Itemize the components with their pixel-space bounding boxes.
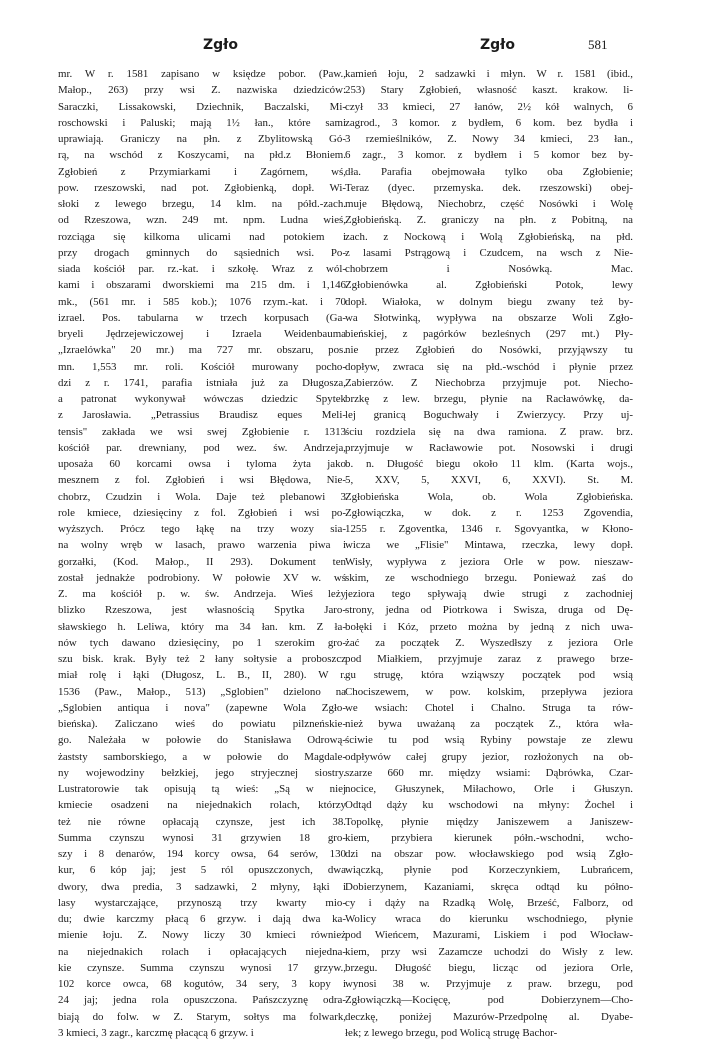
right-column-line: cy i dąży na Rzadką Wolę, Brześć, Falborz, od <box>345 896 633 909</box>
left-column-line: du; dwie karczmy płacą 6 grzyw. i dają dwa ka- <box>58 913 346 925</box>
right-column-line: odpływów całej grupy jezior, rozłożonych na ob- <box>345 750 633 763</box>
left-column-line: rozciąga się kilkoma ulicami nad potokiem i <box>58 230 346 243</box>
left-column-line: Małop., 263) przy wsi Z. nazwiska dziedziców: <box>58 84 346 97</box>
left-column-line: 102 korce owca, 68 kogutów, 34 sery, 3 kopy i <box>58 978 346 990</box>
left-column-line: role kmiece, dziesięciny z fol. Zgłobień i wsi po- <box>58 506 346 519</box>
left-column-line: miał rolę i łąki (Długosz, L. B., II, 280). W r. <box>58 669 346 682</box>
left-column-line: a patronat wykonywał wówczas dziedzic Spytek <box>58 393 346 405</box>
right-column-line: wiączką, płynie pod Korzeczynkiem, Lubrańcem, <box>345 864 633 877</box>
right-column-line: Teraz (dyec. przemyska. dek. rzeszowski) obej- <box>345 181 633 194</box>
right-column-line: strony, jedna od Piotrkowa i Swisza, druga od Dę- <box>345 604 633 617</box>
left-text-column <box>58 66 346 1039</box>
right-column-line: b. n. Długość biegu około 11 klm. (Karta wojs., <box>345 458 633 470</box>
left-column-line: ny wojewodziny bełzkiej, jego stryjecznej siostry. <box>58 766 346 779</box>
right-column-line: dzi na obszar pow. włocławskiego pod wsią Zgło- <box>345 848 633 860</box>
right-column-line: żać za początek Z. Wyszedłszy z jeziora Orle <box>345 636 633 649</box>
left-column-line: „Sglobien antiqua i nova" (zapewne Wola Zgło- <box>58 701 346 714</box>
left-column-line: tensis" zakłada we wsi swej Zgłobienie r. 1313 <box>58 425 346 438</box>
right-text-column <box>345 66 633 1039</box>
left-column-line: roschowski i Paluski; mają 1½ łan., które sami <box>58 116 346 129</box>
left-column-line: Summa czynszu wynosi 31 grzywien 18 gro- <box>58 831 346 844</box>
page-number: 581 <box>588 37 608 52</box>
left-column-line: mk., (561 mr. i 585 kob.); 1076 rzym.-kat. i 70 <box>58 295 346 308</box>
left-column-line: siada kościół par. rz.-kat. i szkołę. Wraz z wól- <box>58 263 346 275</box>
right-column-line: nie przez Zgłobień do Nosówki, przyjąwszy tu <box>345 344 633 357</box>
right-column-line: skim, ze wschodniego brzegu. Ponieważ zaś do <box>345 571 633 584</box>
right-column-line: 253) Stary Zgłobień, własność kaszt. krakow. li- <box>345 84 633 97</box>
right-column-line: pod Wieńcem, Mazurami, Liskiem i pod Włocław- <box>345 929 633 942</box>
left-column-line: kie czynsze. Summa czynszu wynosi 17 grzyw., <box>58 961 346 974</box>
left-column-line: szy i 8 denarów, 194 korcy owsa, 64 serów, 130 <box>58 848 346 860</box>
left-column-line: Zgłobień z Przymiarkami i Zagórnem, wś, <box>58 165 346 178</box>
right-column-line: chobrzem i Nosówką. Mac. <box>345 263 633 275</box>
left-column-line: uprawiają. Graniczy na płn. z Zbylitowską Gó- <box>58 133 346 145</box>
right-column-line: 1255 r. Zgoventka, 1346 r. Sgovyantka, w Kłono- <box>345 523 633 535</box>
right-column-line: ściwie tu pod wsią Rybiny powstaje ze zlewu <box>345 734 633 747</box>
left-column-line: bryeli Jędrzejewiczowej i Izraela Weidenbauma <box>58 328 346 340</box>
right-column-line: zach. z Nockową i Wolą Zgłobieńską, na płd. <box>345 230 633 243</box>
left-column-line: nów tych dawano dziesięciny, po 1 szerokim gro- <box>58 636 346 649</box>
right-column-line: wynosi 38 w. Przyjmuje z praw. brzegu, pod <box>345 978 633 990</box>
left-column-line: 24 jaj; jedna rola opuszczona. Pańszczyznę odra- <box>58 994 346 1007</box>
right-column-line: 5, XXV, 5, XXVI, 6, XXVI). St. M. <box>345 474 633 487</box>
right-column-line: Dobierzynem, Kazaniami, skręca odtąd ku półno- <box>345 880 633 893</box>
right-column-line: Wolicy wraca do kierunku wschodniego, płynie <box>345 913 633 925</box>
right-column-line: Zgłobienówka al. Zgłobieński Potok, lewy <box>345 279 633 292</box>
left-column-line: blizko Rzeszowa, jest własnością Spytka Jaro- <box>58 604 346 617</box>
right-column-line: we wsiach: Chotel i Chalno. Struga ta rów- <box>345 701 633 714</box>
left-column-line: „Izraelówka" 20 mr.) ma 727 mr. obszaru, pos. <box>58 344 346 357</box>
right-column-line: Zabierzów. Z Niechobrza przyjmuje pot. Niecho- <box>345 376 633 389</box>
right-column-line: 3 rzemieślników, Z. Nowy 34 kmieci, 23 łan., <box>345 133 633 145</box>
left-column-line: został jednakże podrobiony. W połowie XV w. wś <box>58 571 346 584</box>
left-column-line: mr. W r. 1581 zapisano w księdze pobor. (Paw., <box>58 68 346 80</box>
right-column-line: Zgłobieńska Wola, ob. Wola Zgłobieńska. <box>345 490 633 503</box>
right-column-line: kiem, przy wsi Zazamcze uchodzi do Wisły z lew. <box>345 945 633 958</box>
left-column-line: żaststy samborskiego, a w połowie do Magdale- <box>58 750 346 763</box>
right-column-line: nież bywa uważaną za początek Z., która wła- <box>345 718 633 730</box>
right-column-line: nocice, Głuszynek, Miłachowo, Orle i Głuszyn. <box>345 783 633 795</box>
right-column-line: przyjmuje w Racławowie pot. Nosowski i drugi <box>345 441 633 454</box>
right-column-line: ściu rozdziela się na dwa ramiona. Z praw. brz. <box>345 425 633 438</box>
right-column-line: Chociszewem, w pow. kolskim, przepływa jeziora <box>345 685 633 698</box>
left-column-line: sławskiego h. Leliwa, który ma 34 łan. km. Z ła- <box>58 620 346 633</box>
left-column-line: słoki z lewego brzegu, 14 klm. na półd.-zach. <box>58 198 346 210</box>
left-column-line: przy drogach gminnych do sąsiednich wsi. Po- <box>58 246 346 259</box>
running-head-left: Zgło <box>203 37 238 53</box>
right-column-line: Odtąd dąży ku wschodowi na młyny: Żochel i <box>345 799 633 812</box>
left-column-line: lasy wystarczające, przynoszą trzy kwarty mio- <box>58 896 346 909</box>
left-column-line: na wolny wręb w lasach, prawo warzenia piwa i <box>58 539 346 552</box>
right-column-line: deczkę, poniżej Mazurów-Przedpolnę al. Dyabe- <box>345 1010 633 1023</box>
left-column-line: gorzałki, (Kod. Małop., II 293). Dokument ten <box>58 555 346 568</box>
right-column-line: dopł. Wiałoka, w dolnym biegu zwany też by- <box>345 295 633 308</box>
left-column-line: chobrz, Czudzin i Wola. Daje też plebanowi 3 <box>58 490 346 503</box>
left-column-line: szu bisk. krak. Były też 2 łany sołtysie a proboszcz <box>58 653 346 665</box>
left-column-line: bieńska). Zaliczano wieś do powiatu pilzneńskie- <box>58 718 346 730</box>
right-column-line: wa Słotwinką, wypływa na obszarze Woli Zgło- <box>345 311 633 324</box>
right-column-line: bieńskiej, z pagórków bezleśnych (297 mt.) Pły- <box>345 328 633 340</box>
left-column-line: dzi z r. 1741, parafia istniała już za Długosza, <box>58 376 346 389</box>
left-column-line: izrael. Pos. tabularna w trzech korpusach (Ga- <box>58 311 346 324</box>
right-column-line: zagrod., 3 komor. z bydłem, 6 kom. bez bydła i <box>345 116 633 129</box>
right-column-line: Topolkę, płynie między Janiszewem a Janiszew- <box>345 815 633 828</box>
right-column-line: pod Miałkiem, przyjmuje zaraz z prawego brze- <box>345 653 633 665</box>
left-column-line: kami i obszarami dworskiemi ma 215 dm. i 1,146 <box>58 279 346 292</box>
left-column-line: kmiecie osadzeni na niejednakich rolach, którzy <box>58 799 346 812</box>
right-column-line: brzkę z lew. brzegu, płynie na Racławówkę, da- <box>345 393 633 405</box>
right-column-line: bołęki i Kóz, przeto można by jedną z nich uwa- <box>345 620 633 633</box>
left-column-line: mienie łoju. Z. Nowy liczy 30 kmieci również <box>58 929 346 942</box>
left-column-line: Saraczki, Lissakowski, Dziechnik, Baczalski, Mi- <box>58 100 346 113</box>
left-column-line: pow. rzeszowski, nad pot. Zgłobienką, dopł. Wi- <box>58 181 346 194</box>
left-column-line: na niejednakich rolach i opłacających niejedna- <box>58 945 346 958</box>
right-column-line: 6 zagr., 3 komor. z bydłem i 5 komor bez by- <box>345 149 633 162</box>
left-column-line: wyższych. Prócz tego łąkę na trzy wozy sia- <box>58 523 346 535</box>
right-column-line: Zgłobieńską. Z. graniczy na płn. z Pobitną, na <box>345 214 633 227</box>
right-column-line: brzegu. Długość biegu, licząc od jeziora Orle, <box>345 961 633 974</box>
right-column-line: wicza we „Flisie" Mintawa, rzeczka, lewy dopł. <box>345 539 633 552</box>
right-column-line: jeziora tego spływają dwie strugi z zachodniej <box>345 588 633 600</box>
right-column-line: Zgłowiączką—Kocięcę, pod Dobierzynem—Cho- <box>345 994 633 1007</box>
left-column-line: Lustratorowie tak opisują tą wieś: „Są w niej <box>58 783 346 795</box>
left-column-line: Z. ma kościół p. w. św. Andrzeja. Wieś leży <box>58 588 346 600</box>
right-column-line: Zgłowiączka, w dok. z r. 1253 Zgovendia, <box>345 506 633 519</box>
right-column-line: kamień łoju, 2 sadzawki i młyn. W r. 1581 (ibid., <box>345 68 633 80</box>
left-column-line: dwory, dwa predia, 3 sadzawki, 2 młyny, łąki i <box>58 880 346 893</box>
right-column-line: gu strugę, która wziąwszy początek pod wsią <box>345 669 633 682</box>
right-column-line: czył 33 kmieci, 27 łanów, 2½ kół walnych, 6 <box>345 100 633 113</box>
left-column-line: od Rzeszowa, wzn. 249 mt. npm. Ludna wieś, <box>58 214 346 227</box>
left-column-line: kościół par. drewniany, pod wez. św. Andrzeja, <box>58 441 346 454</box>
right-column-line: szarze 660 mr. między wsiami: Dąbrówka, Czar- <box>345 766 633 779</box>
right-column-line: Wisły, wypływa z jeziora Orle w pow. nieszaw- <box>345 555 633 568</box>
left-column-line: 3 kmieci, 3 zagr., karczmę płacącą 6 grzyw. i <box>58 1026 254 1039</box>
left-column-line: 1536 (Paw., Małop., 513) „Sglobien" dzielono na <box>58 685 346 698</box>
right-column-line: z lasami Pstrągową i Czudcem, na wsch z Nie- <box>345 246 633 259</box>
left-column-line: kur, 6 kóp jaj; jest 5 ról opuszczonych, dwa <box>58 864 346 877</box>
right-column-line: dopływ, zwraca się na płd.-wschód i płynie przez <box>345 360 633 373</box>
left-column-line: uposaża 60 korcami owsa i tyloma żyta jako <box>58 458 346 470</box>
running-head-right: Zgło <box>480 37 515 53</box>
left-column-line: mn. 1,553 mr. roli. Kościół murowany pocho- <box>58 360 346 373</box>
right-column-line: muje Błędową, Niechobrz, część Nosówki i Wolę <box>345 198 633 210</box>
left-column-line: też nie równe opłacają czynsze, jest ich 38. <box>58 815 346 828</box>
right-column-line: lej granicą Boguchwały i Zwierzycy. Przy uj- <box>345 409 633 422</box>
left-column-line: mesznem z fol. Zgłobień i wsi Błędowa, Nie- <box>58 474 346 487</box>
left-column-line: biają do folw. w Z. Starym, sołtys ma folwark, <box>58 1010 346 1023</box>
right-column-line: kiem, przybiera kierunek półn.-wschodni, wcho- <box>345 831 633 844</box>
right-column-line: dła. Parafia obejmowała tylko oba Zgłobienie; <box>345 165 633 178</box>
left-column-line: z Jarosławia. „Petrassius Braudisz eques Meli- <box>58 409 346 422</box>
right-column-line: łek; z lewego brzegu, pod Wolicą strugę Bachor- <box>345 1026 558 1039</box>
left-column-line: rą, na wschód z Koszycami, na płd.z Błoniem. <box>58 149 346 162</box>
left-column-line: go. Należała w połowie do Stanisława Odrową- <box>58 734 346 747</box>
